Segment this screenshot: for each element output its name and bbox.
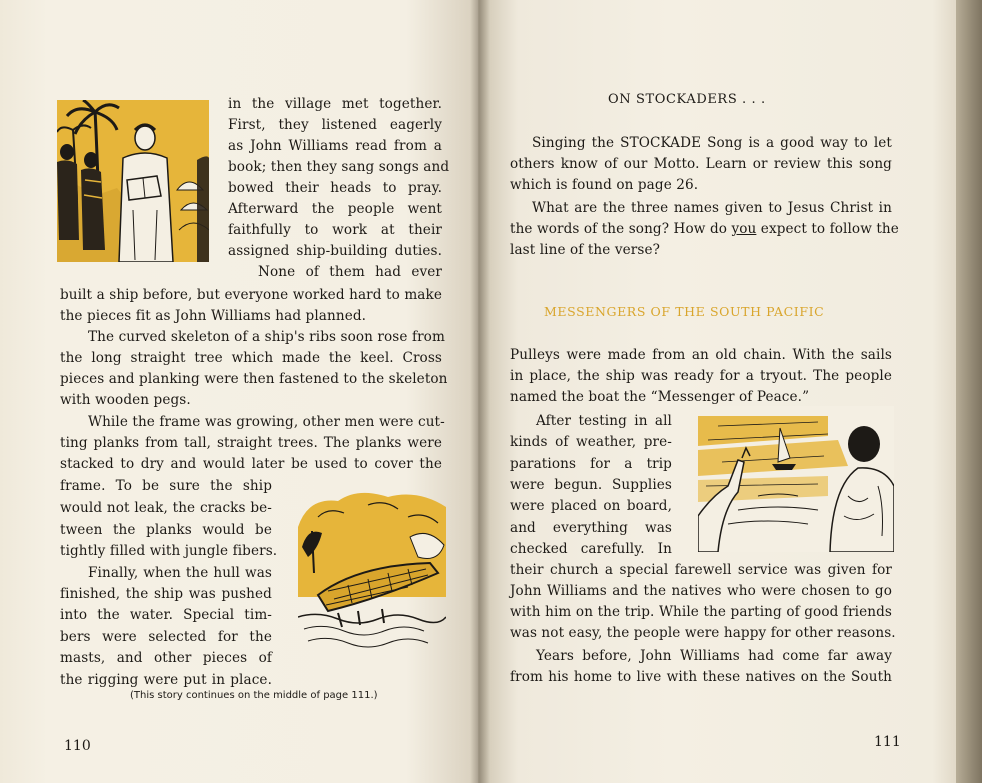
text-line: tightly filled with jungle fibers. <box>60 543 278 559</box>
text-line: which is found on page 26. <box>510 177 699 193</box>
text-line: tween the planks would be <box>60 522 272 538</box>
text-line: kinds of weather, pre- <box>510 434 672 450</box>
text-line: as John Williams read from a <box>228 138 442 154</box>
text-line: ting planks from tall, straight trees. The planks were <box>60 435 442 451</box>
page-number-right: 111 <box>874 734 901 750</box>
text-line: pieces and planking were then fastened to the skeleton <box>60 371 448 387</box>
left-page <box>0 0 478 783</box>
text-line: John Williams and the natives who were chosen to go <box>510 583 892 599</box>
story-continuation-caption: (This story continues on the middle of page 111.) <box>130 690 378 701</box>
text-line: What are the three names given to Jesus Christ in <box>532 200 892 216</box>
text-line: and everything was <box>510 520 672 536</box>
text-line: book; then they sang songs and <box>228 159 450 175</box>
text-line: Years before, John Williams had come far away <box>536 648 892 664</box>
text-line: from his home to live with these natives on the South <box>510 669 892 685</box>
text-line: First, they listened eagerly <box>228 117 442 133</box>
text-line <box>510 219 899 239</box>
text-line: in place, the ship was ready for a tryout. The people <box>510 368 892 384</box>
text-line: into the water. Special tim- <box>60 607 272 623</box>
text-line: were begun. Supplies <box>510 477 672 493</box>
text-line: in the village met together. <box>228 96 442 112</box>
right-page <box>480 0 956 783</box>
text-line: After testing in all <box>536 413 672 429</box>
text-line: the rigging were put in place. <box>60 672 272 688</box>
text-line: were placed on board, <box>510 498 672 514</box>
text-line: assigned ship-building duties. <box>228 243 442 259</box>
text-line: bers were selected for the <box>60 629 272 645</box>
text-segment: the words of the song? How do <box>510 221 728 237</box>
section-heading-messengers: MESSENGERS OF THE SOUTH PACIFIC <box>544 304 825 319</box>
section-heading-stockaders: ON STOCKADERS . . . <box>608 92 766 107</box>
text-line: The curved skeleton of a ship's ribs soon rose from <box>88 329 445 345</box>
text-line: last line of the verse? <box>510 242 660 258</box>
text-line: Finally, when the hull was <box>88 565 272 581</box>
text-line: None of them had ever <box>258 264 442 280</box>
page-edge <box>956 0 982 783</box>
text-line: with wooden pegs. <box>60 392 191 408</box>
text-segment: expect to follow the <box>756 221 899 237</box>
text-line: Pulleys were made from an old chain. With the sails <box>510 347 892 363</box>
text-line: parations for a trip <box>510 456 672 472</box>
illustration-ship-hull-launch <box>298 487 446 653</box>
text-line: was not easy, the people were happy for other reasons. <box>510 625 896 641</box>
text-line: masts, and other pieces of <box>60 650 272 666</box>
text-line: While the frame was growing, other men were cut- <box>88 414 445 430</box>
text-line: others know of our Motto. Learn or review this song <box>510 156 892 172</box>
text-line: checked carefully. In <box>510 541 672 557</box>
text-line: frame. To be sure the ship <box>60 478 272 494</box>
text-line: stacked to dry and would later be used to cover the <box>60 456 442 472</box>
text-line: faithfully to work at their <box>228 222 442 238</box>
text-line: their church a special farewell service was given for <box>510 562 892 578</box>
text-line: with him on the trip. While the parting of good friends <box>510 604 892 620</box>
text-line: the long straight tree which made the keel. Cross <box>60 350 442 366</box>
book-gutter <box>470 0 490 783</box>
text-line: Afterward the people went <box>228 201 442 217</box>
emphasized-word: you <box>731 221 757 237</box>
text-line: named the boat the “Messenger of Peace.” <box>510 389 810 405</box>
text-line: finished, the ship was pushed <box>60 586 272 602</box>
text-line: bowed their heads to pray. <box>228 180 442 196</box>
text-line: the pieces fit as John Williams had planned. <box>60 308 367 324</box>
page-number-left: 110 <box>64 738 91 754</box>
text-line: built a ship before, but everyone worked hard to make <box>60 287 442 303</box>
illustration-farewell-ship <box>698 406 894 552</box>
text-line: Singing the STOCKADE Song is a good way to let <box>532 135 892 151</box>
text-line: would not leak, the cracks be- <box>60 500 272 516</box>
illustration-reading-to-villagers <box>57 100 209 262</box>
